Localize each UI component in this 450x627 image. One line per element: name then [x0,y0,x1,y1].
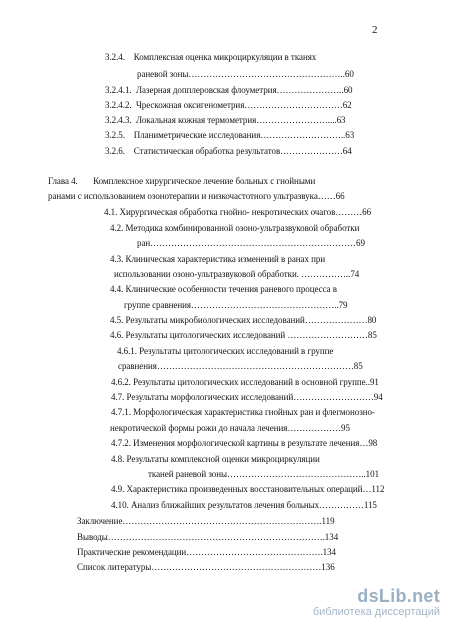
toc-line-references: Список литературы…………………………………………………136 [77,562,335,572]
toc-line-4-9: 4.9. Характеристика произведенных восстановительных операций…112 [111,484,385,494]
toc-line-3-2-4: 3.2.4. Комплексная оценка микроциркуляции в тканях [105,52,317,62]
toc-line-4-1: 4.1. Хирургическая обработка гнойно- некротических очагов………66 [104,207,372,217]
watermark [313,586,440,619]
toc-line-3-2-4-1: 3.2.4.1. Лазерная допплеровская флоуметрия…………………..60 [105,85,353,95]
toc-line-4-7: 4.7. Результаты морфологических исследований………………………94 [111,392,383,402]
toc-line-3-2-4-2: 3.2.4.2. Чрескожная оксигенометрия……………………………62 [105,100,352,110]
toc-line-3-2-4-3: 3.2.4.3. Локальная кожная термометрия……………………....63 [105,115,346,125]
toc-line-4-2-cont: ран……………………………………………………………69 [137,238,365,248]
watermark-subtitle: библиотека диссертаций [312,606,440,618]
toc-line-3-2-6: 3.2.6. Статистическая обработка результатов…………………64 [105,146,352,156]
toc-line-recommendations: Практические рекомендации……………………………………….134 [77,547,336,557]
toc-line-4-7-1-cont: некротической формы рожи до начала лечения………………95 [110,423,350,433]
toc-line-3-2-4-cont: раневой зоны……………………………………………..60 [137,69,354,79]
toc-line-4-10: 4.10. Анализ ближайших результатов лечения больных……………115 [111,500,377,510]
toc-line-4-5: 4.5. Результаты микробиологических исследований…………………80 [110,315,377,325]
toc-line-chapter-4: Глава 4. Комплексное хирургическое лечение больных с гнойными [48,176,316,186]
toc-line-4-6: 4.6. Результаты цитологических исследований ………………………85 [110,330,377,340]
toc-line-4-3-cont: использовании озоно-ультразвуковой обработки. ……………..74 [114,269,360,279]
page-number: 2 [372,24,378,36]
toc-line-4-6-1-cont: сравнения…………………………………………………………85 [118,361,363,371]
toc-line-findings: Выводы……………………………………………………………….134 [77,532,339,542]
toc-line-4-8: 4.8. Результаты комплексной оценки микроциркуляции [111,454,320,464]
toc-line-chapter-4-cont: ранами с использованием озонотерапии и низкочастотного ультразвука……66 [48,191,345,201]
toc-line-4-4-cont: группе сравнения…………………………………………..79 [124,300,348,310]
toc-line-4-8-cont: тканей раневой зоны………………………………………..101 [148,469,380,479]
toc-line-4-7-2: 4.7.2. Изменения морфологической картины в результате лечения…98 [111,438,378,448]
toc-line-3-2-5: 3.2.5. Планиметрические исследования………………………..63 [105,130,355,140]
toc-line-4-6-2: 4.6.2. Результаты цитологических исследований в основной группе..91 [111,377,379,387]
toc-line-4-7-1: 4.7.1. Морфологическая характеристика гнойных ран и флегмонозно- [111,407,375,417]
toc-line-4-3: 4.3. Клиническая характеристика изменений в ранах при [110,254,326,264]
toc-line-4-4: 4.4. Клинические особенности течения раневого процесса в [110,284,337,294]
toc-line-conclusion: Заключение………………………………………………………….119 [77,516,335,526]
watermark-logo: dsLib.net [357,586,440,606]
toc-line-4-6-1: 4.6.1. Результаты цитологических исследований в группе [117,346,334,356]
toc-line-4-2: 4.2. Методика комбинированной озоно-ультразвуковой обработки [110,223,360,233]
